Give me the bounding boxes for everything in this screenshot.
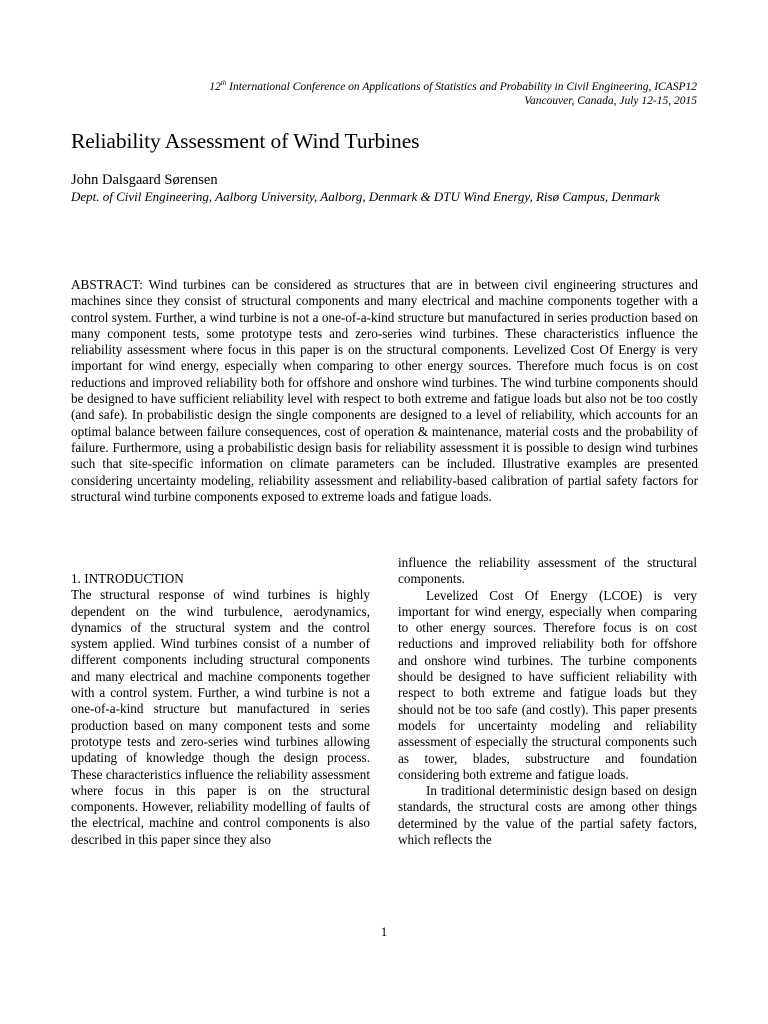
- conference-header: [57, 80, 697, 108]
- intro-paragraph-1: The structural response of wind turbines is highly dependent on the wind turbulence, aerodynamics, dynamics of the structural system and the control system applied. Wind turbines consist of a number of different components including structural components and many electrical and machine components together with a control system. Further, a wind turbine is not a one-of-a-kind structure but manufactured in series production based on many component tests and some prototype tests and zero-series wind turbines allowing updating of knowledge though the design process. These characteristics influence the reliability assessment where focus in this paper is on the structural components. However, reliability modelling of faults of the electrical, machine and control components is also described in this paper since they also: [71, 587, 370, 847]
- intro-paragraph-3: In traditional deterministic design based on design standards, the structural costs are among other things determined by the value of the partial safety factors, which reflects the: [398, 783, 697, 848]
- paper-title: Reliability Assessment of Wind Turbines: [71, 129, 420, 153]
- conference-title: International Conference on Applications of Statistics and Probability in Civil Engineering, ICASP12: [226, 81, 697, 93]
- page-number: 1: [380, 924, 388, 939]
- author-affiliation: Dept. of Civil Engineering, Aalborg University, Aalborg, Denmark & DTU Wind Energy, Risø Campus, Denmark: [71, 189, 660, 204]
- intro-paragraph-1-continued: influence the reliability assessment of the structural components.: [398, 555, 697, 587]
- conference-name: [57, 80, 697, 94]
- abstract: ABSTRACT: Wind turbines can be considered as structures that are in between civil engineering structures and machines since they consist of structural components and many electrical and machine components together with a control system. Further, a wind turbine is not a one-of-a-kind structure but manufactured in series production based on many component tests, some prototype tests and zero-series wind turbines. These characteristics influence the reliability assessment where focus in this paper is on the structural components. Levelized Cost Of Energy is very important for wind energy, especially when comparing to other energy sources. Therefore much focus is on cost reductions and improved reliability both for offshore and onshore wind turbines. The wind turbine components should be designed to have sufficient reliability level with respect to both extreme and fatigue loads but also not be too costly (and safe). In probabilistic design the single components are designed to a level of reliability, which accounts for an optimal balance between failure consequences, cost of operation & maintenance, material costs and the probability of failure. Furthermore, using a probabilistic design basis for reliability assessment it is possible to design wind turbines such that site-specific information on climate parameters can be included. Illustrative examples are presented considering uncertainty modeling, reliability assessment and reliability-based calibration of partial safety factors for structural wind turbine components exposed to extreme loads and fatigue loads.: [71, 277, 698, 504]
- conference-ordinal: 12: [209, 81, 221, 93]
- intro-paragraph-2: Levelized Cost Of Energy (LCOE) is very important for wind energy, especially when comparing to other energy sources. Therefore focus is on cost reductions and improved reliability both for offshore and onshore wind turbines. The turbine components should be designed to have sufficient reliability with respect to both extreme and fatigue loads but they should not be too safe (and costly). This paper presents models for uncertainty modeling and reliability assessment of especially the structural components such as tower, blades, substructure and foundation considering both extreme and fatigue loads.: [398, 587, 697, 782]
- conference-location: Vancouver, Canada, July 12-15, 2015: [524, 95, 697, 107]
- conference-ordinal-suffix: th: [220, 79, 227, 88]
- section-heading-introduction: 1. INTRODUCTION: [71, 571, 184, 586]
- left-column: [71, 571, 370, 848]
- right-column: [398, 555, 697, 848]
- author-name: John Dalsgaard Sørensen: [71, 172, 218, 188]
